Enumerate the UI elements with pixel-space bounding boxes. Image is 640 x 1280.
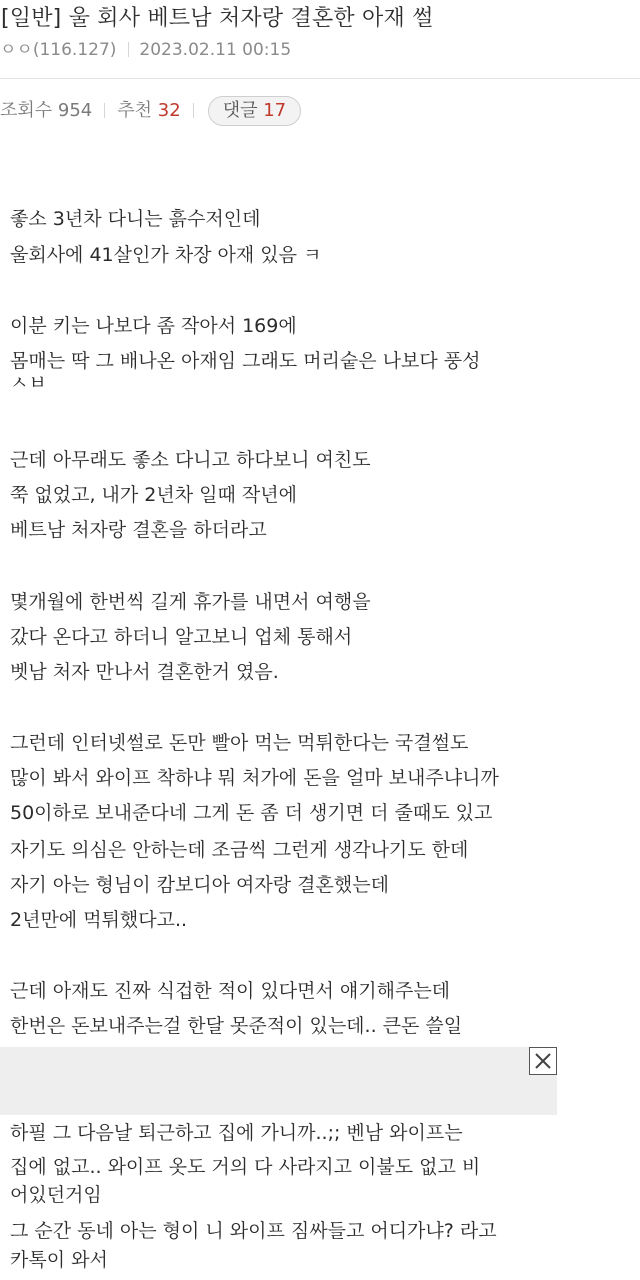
body-line: 이분 키는 나보다 좀 작아서 169에 <box>10 315 297 337</box>
ad-banner[interactable] <box>0 1047 557 1115</box>
body-line: 근데 아재도 진짜 식겁한 적이 있다면서 얘기해주는데 <box>10 980 451 1002</box>
body-line: 카톡이 와서 <box>10 1249 108 1271</box>
body-line: 자기도 의심은 안하는데 조금씩 그런게 생각나기도 한데 <box>10 839 469 861</box>
close-icon[interactable] <box>529 1047 557 1075</box>
post-title: [일반] 울 회사 베트남 처자랑 결혼한 아재 썰 <box>1 6 434 31</box>
comments-label: 댓글 <box>222 100 258 121</box>
body-line: 쭉 없었고, 내가 2년차 일때 작년에 <box>10 484 297 506</box>
recommend-label: 추천 <box>117 100 153 121</box>
post-meta <box>0 38 291 62</box>
body-line: 50이하로 보내준다네 그게 돈 좀 더 생기면 더 줄때도 있고 <box>10 802 493 824</box>
views-label: 조회수 <box>0 100 53 121</box>
body-line: 몇개월에 한번씩 길게 휴가를 내면서 여행을 <box>10 591 371 613</box>
body-line: 좋소 3년차 다니는 흙수저인데 <box>10 208 261 230</box>
comments-count: 17 <box>263 100 287 121</box>
body-line: 울회사에 41살인가 차장 아재 있음 ㅋ <box>10 244 322 266</box>
body-line-clipped <box>10 372 50 394</box>
meta-divider <box>128 42 129 57</box>
body-line: 집에 없고.. 와이프 옷도 거의 다 사라지고 이불도 없고 비 <box>10 1156 481 1178</box>
stats-divider <box>104 103 105 118</box>
body-line: 그런데 인터넷썰로 돈만 빨아 먹는 먹튀한다는 국결썰도 <box>10 732 469 754</box>
post-stats <box>0 96 301 126</box>
post-datetime: 2023.02.11 00:15 <box>139 40 292 60</box>
body-line: 몸매는 딱 그 배나온 아재임 그래도 머리숱은 나보다 풍성 <box>10 350 481 372</box>
body-line: 많이 봐서 와이프 착하냐 뭐 처가에 돈을 얼마 보내주냐니까 <box>10 767 499 789</box>
body-line: 벳남 처자 만나서 결혼한거 였음. <box>10 661 279 683</box>
body-line: 한번은 돈보내주는걸 한달 못준적이 있는데.. 큰돈 쓸일 <box>10 1015 463 1037</box>
body-line: ㅅㅂ <box>10 372 47 394</box>
body-line: 근데 아무래도 좋소 다니고 하다보니 여친도 <box>10 449 371 471</box>
body-line: 베트남 처자랑 결혼을 하더라고 <box>10 519 267 541</box>
recommend-count: 32 <box>157 100 181 121</box>
body-line: 갔다 온다고 하더니 알고보니 업체 통해서 <box>10 626 353 648</box>
stats-divider <box>193 103 194 118</box>
body-line: 하필 그 다음날 퇴근하고 집에 가니까..;; 벤남 와이프는 <box>10 1122 463 1144</box>
body-line: 2년만에 먹튀했다고.. <box>10 909 188 931</box>
author-name[interactable]: ㅇㅇ(116.127) <box>0 40 117 60</box>
header-divider <box>0 78 640 79</box>
body-line: 어있던거임 <box>10 1184 102 1206</box>
body-line: 그 순간 동네 아는 형이 니 와이프 짐싸들고 어디가냐? 라고 <box>10 1220 497 1242</box>
views-count: 954 <box>57 100 93 121</box>
body-line: 자기 아는 형님이 캄보디아 여자랑 결혼했는데 <box>10 874 389 896</box>
close-icon-glyph <box>534 1052 552 1070</box>
comments-button[interactable] <box>208 96 301 126</box>
